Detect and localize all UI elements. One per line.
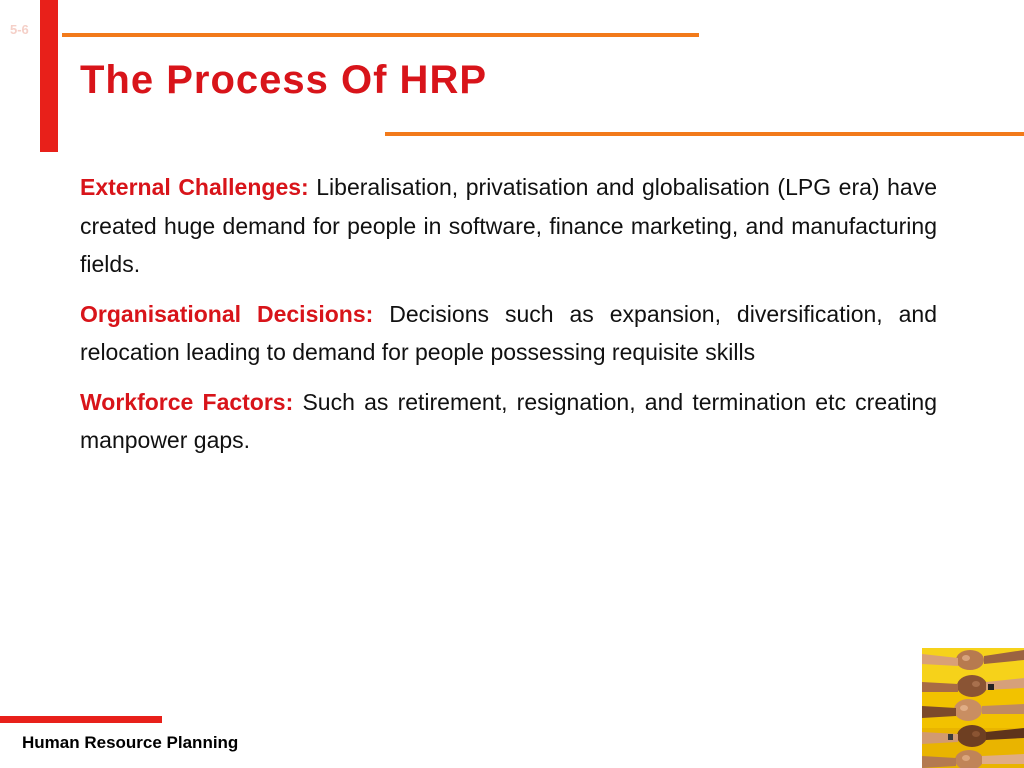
paragraph-label: External Challenges:: [80, 174, 309, 200]
footer-red-rule: [0, 716, 162, 723]
paragraph-text: Liberalisation, privatisation and globalisation (LPG era) have created huge demand for people in software, finance marketing, and manufacturing fields.: [80, 174, 937, 277]
title-underline-rule: [385, 132, 1024, 136]
slide-number: 5-6: [10, 22, 29, 37]
paragraph-label: Organisational Decisions:: [80, 300, 374, 327]
footer-title: Human Resource Planning: [22, 733, 239, 752]
red-accent-bar: [40, 0, 58, 152]
paragraph-label: Workforce Factors:: [80, 388, 294, 415]
linked-hands-photo-icon: [922, 648, 1024, 768]
paragraph-organisational-decisions: [80, 295, 937, 372]
paragraph-text: Such as retirement, resignation, and termination etc creating manpower gaps.: [80, 388, 938, 453]
slide-title: The Process Of HRP: [80, 58, 488, 102]
top-orange-rule: [62, 33, 699, 37]
paragraph-workforce-factors: [80, 383, 937, 460]
slide-body: [80, 168, 937, 471]
paragraph-text: Decisions such as expansion, diversification, and relocation leading to demand for people possessing requisite skills: [80, 300, 937, 365]
paragraph-external-challenges: [80, 168, 937, 284]
